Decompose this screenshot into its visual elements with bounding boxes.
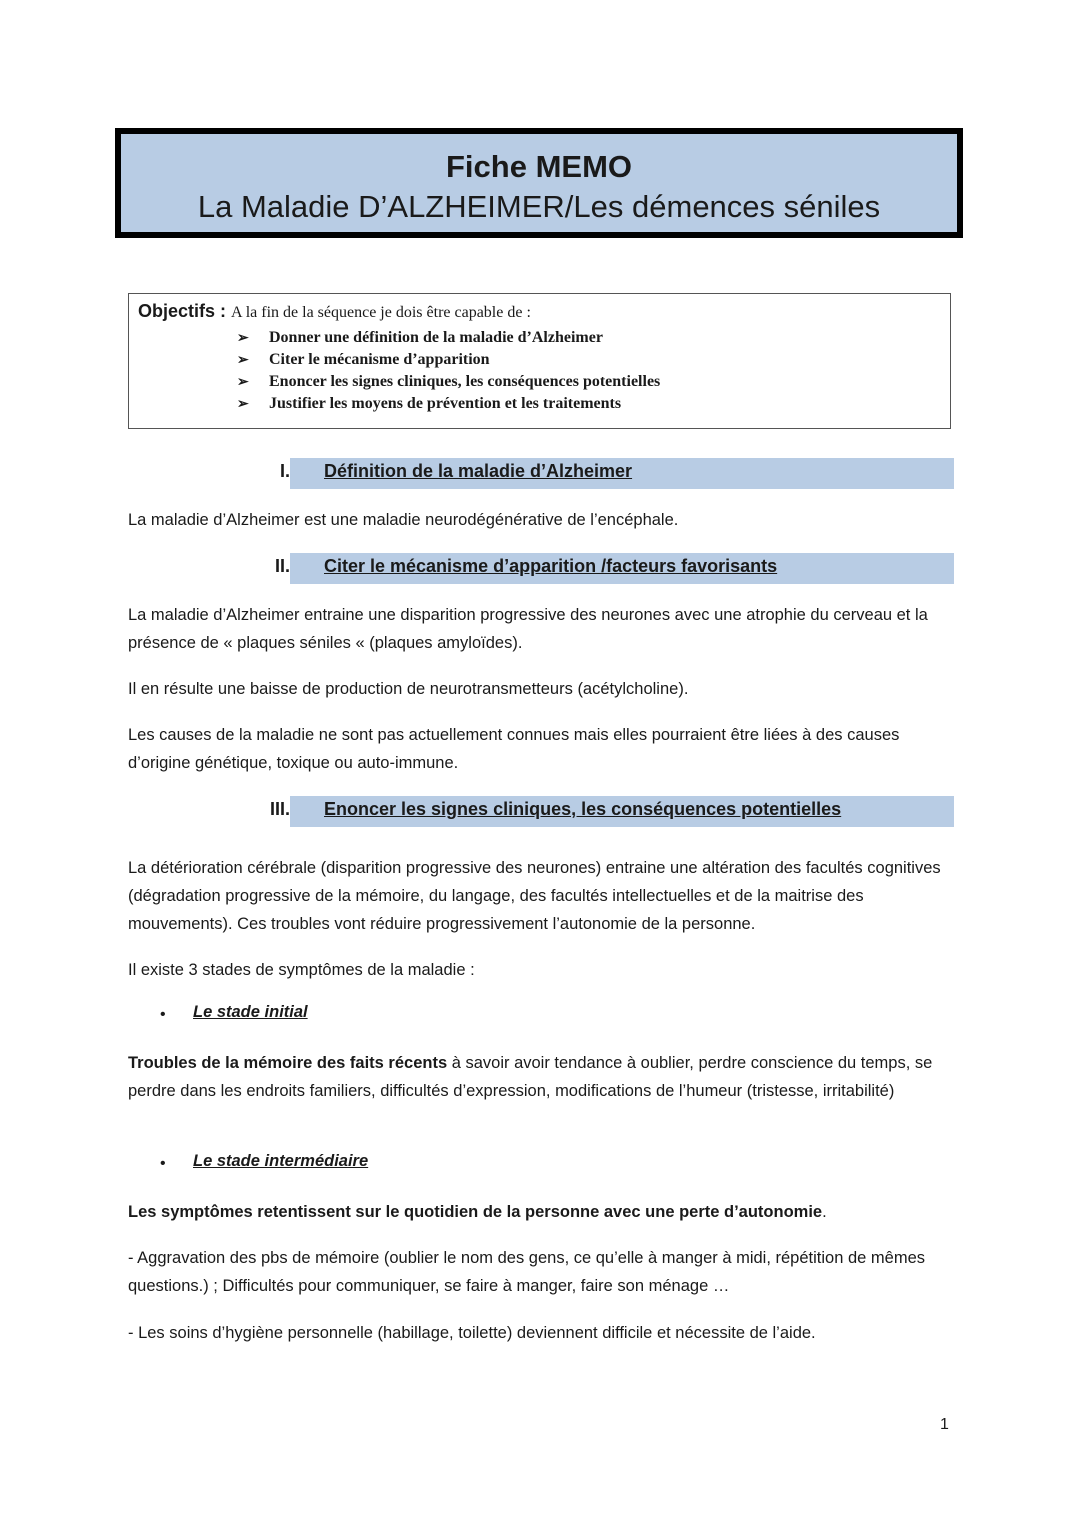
arrow-bullet-icon: ➢ bbox=[237, 353, 249, 368]
definition-paragraph: La maladie d’Alzheimer est une maladie neurodégénérative de l’encéphale. bbox=[128, 511, 679, 529]
stage-initial-paragraph bbox=[128, 1049, 958, 1105]
section-title: Enoncer les signes cliniques, les conséquences potentielles bbox=[324, 799, 842, 819]
objectives-intro: A la fin de la séquence je dois être capable de : bbox=[231, 304, 531, 321]
stage-intermediate-lead: Les symptômes retentissent sur le quotidien de la personne avec une perte d’autonomie bbox=[128, 1203, 823, 1221]
section-number: I. bbox=[279, 461, 290, 481]
document-title: Fiche MEMO bbox=[445, 149, 632, 184]
document-subtitle: La Maladie D’ALZHEIMER/Les démences séniles bbox=[197, 189, 881, 224]
stage-intermediate-paragraph-2: - Les soins d’hygiène personnelle (habillage, toilette) deviennent difficile et nécessite de l’aide. bbox=[128, 1324, 816, 1342]
objective-item: ➢ Justifier les moyens de prévention et les traitements bbox=[237, 393, 660, 415]
mechanism-paragraph-1: La maladie d’Alzheimer entraine une disparition progressive des neurones avec une atrophie du cerveau et la présence de « plaques séniles « (plaques amyloïdes). bbox=[128, 606, 928, 652]
stage-initial-title: Le stade initial bbox=[193, 1003, 308, 1021]
stage-intermediate-paragraph-1: - Aggravation des pbs de mémoire (oublier le nom des gens, ce qu’elle à manger à midi, répétition de mêmes questions.) ; Difficultés pour communiquer, se faire à manger, faire son ménage … bbox=[128, 1249, 926, 1295]
arrow-bullet-icon: ➢ bbox=[237, 397, 249, 412]
section-heading-2 bbox=[262, 553, 954, 584]
arrow-bullet-icon: ➢ bbox=[237, 331, 249, 346]
section-title: Définition de la maladie d’Alzheimer bbox=[324, 461, 633, 481]
objectives-label: Objectifs : bbox=[138, 301, 227, 321]
bullet-icon: • bbox=[160, 1006, 166, 1023]
section-number: III. bbox=[269, 799, 290, 819]
signs-paragraph-1: La détérioration cérébrale (disparition progressive des neurones) entraine une altération des facultés cognitives (dégradation progressive de la mémoire, du langage, des facultés intellectuelles et de la maitrise des mouvements). Ces troubles vont réduire progressivement l’autonomie de la personne. bbox=[128, 859, 941, 933]
arrow-bullet-icon: ➢ bbox=[237, 375, 249, 390]
section-number: II. bbox=[274, 556, 290, 576]
stage-initial-lead: Troubles de la mémoire des faits récents bbox=[128, 1054, 448, 1072]
mechanism-paragraph-3: Les causes de la maladie ne sont pas actuellement connues mais elles pourraient être liées à des causes d’origine génétique, toxique ou auto-immune. bbox=[128, 726, 900, 772]
objectives-box bbox=[128, 293, 951, 429]
stage-intermediate-title: Le stade intermédiaire bbox=[193, 1152, 369, 1170]
signs-paragraph-2: Il existe 3 stades de symptômes de la maladie : bbox=[128, 961, 475, 979]
objective-item: ➢ Citer le mécanisme d’apparition bbox=[237, 349, 660, 371]
mechanism-paragraph-2: Il en résulte une baisse de production de neurotransmetteurs (acétylcholine). bbox=[128, 680, 689, 698]
section-heading-3 bbox=[262, 796, 954, 827]
stage-initial-text: à savoir avoir tendance à oublier, perdre conscience du temps, se perdre dans les endroits familiers, difficultés d’expression, modifications de l’humeur (tristesse, irritabilité) bbox=[128, 1054, 933, 1100]
title-box bbox=[115, 128, 963, 238]
objectives-heading bbox=[138, 301, 531, 322]
objectives-list bbox=[237, 327, 660, 415]
objective-item: ➢ Donner une définition de la maladie d’Alzheimer bbox=[237, 327, 660, 349]
stage-intermediate-lead-paragraph: Les symptômes retentissent sur le quotidien de la personne avec une perte d’autonomie. bbox=[128, 1203, 827, 1221]
page-number: 1 bbox=[940, 1416, 949, 1433]
bullet-icon: • bbox=[160, 1155, 166, 1172]
objective-item: ➢ Enoncer les signes cliniques, les conséquences potentielles bbox=[237, 371, 660, 393]
section-title: Citer le mécanisme d’apparition /facteurs favorisants bbox=[324, 556, 778, 576]
section-heading-1 bbox=[262, 458, 954, 489]
